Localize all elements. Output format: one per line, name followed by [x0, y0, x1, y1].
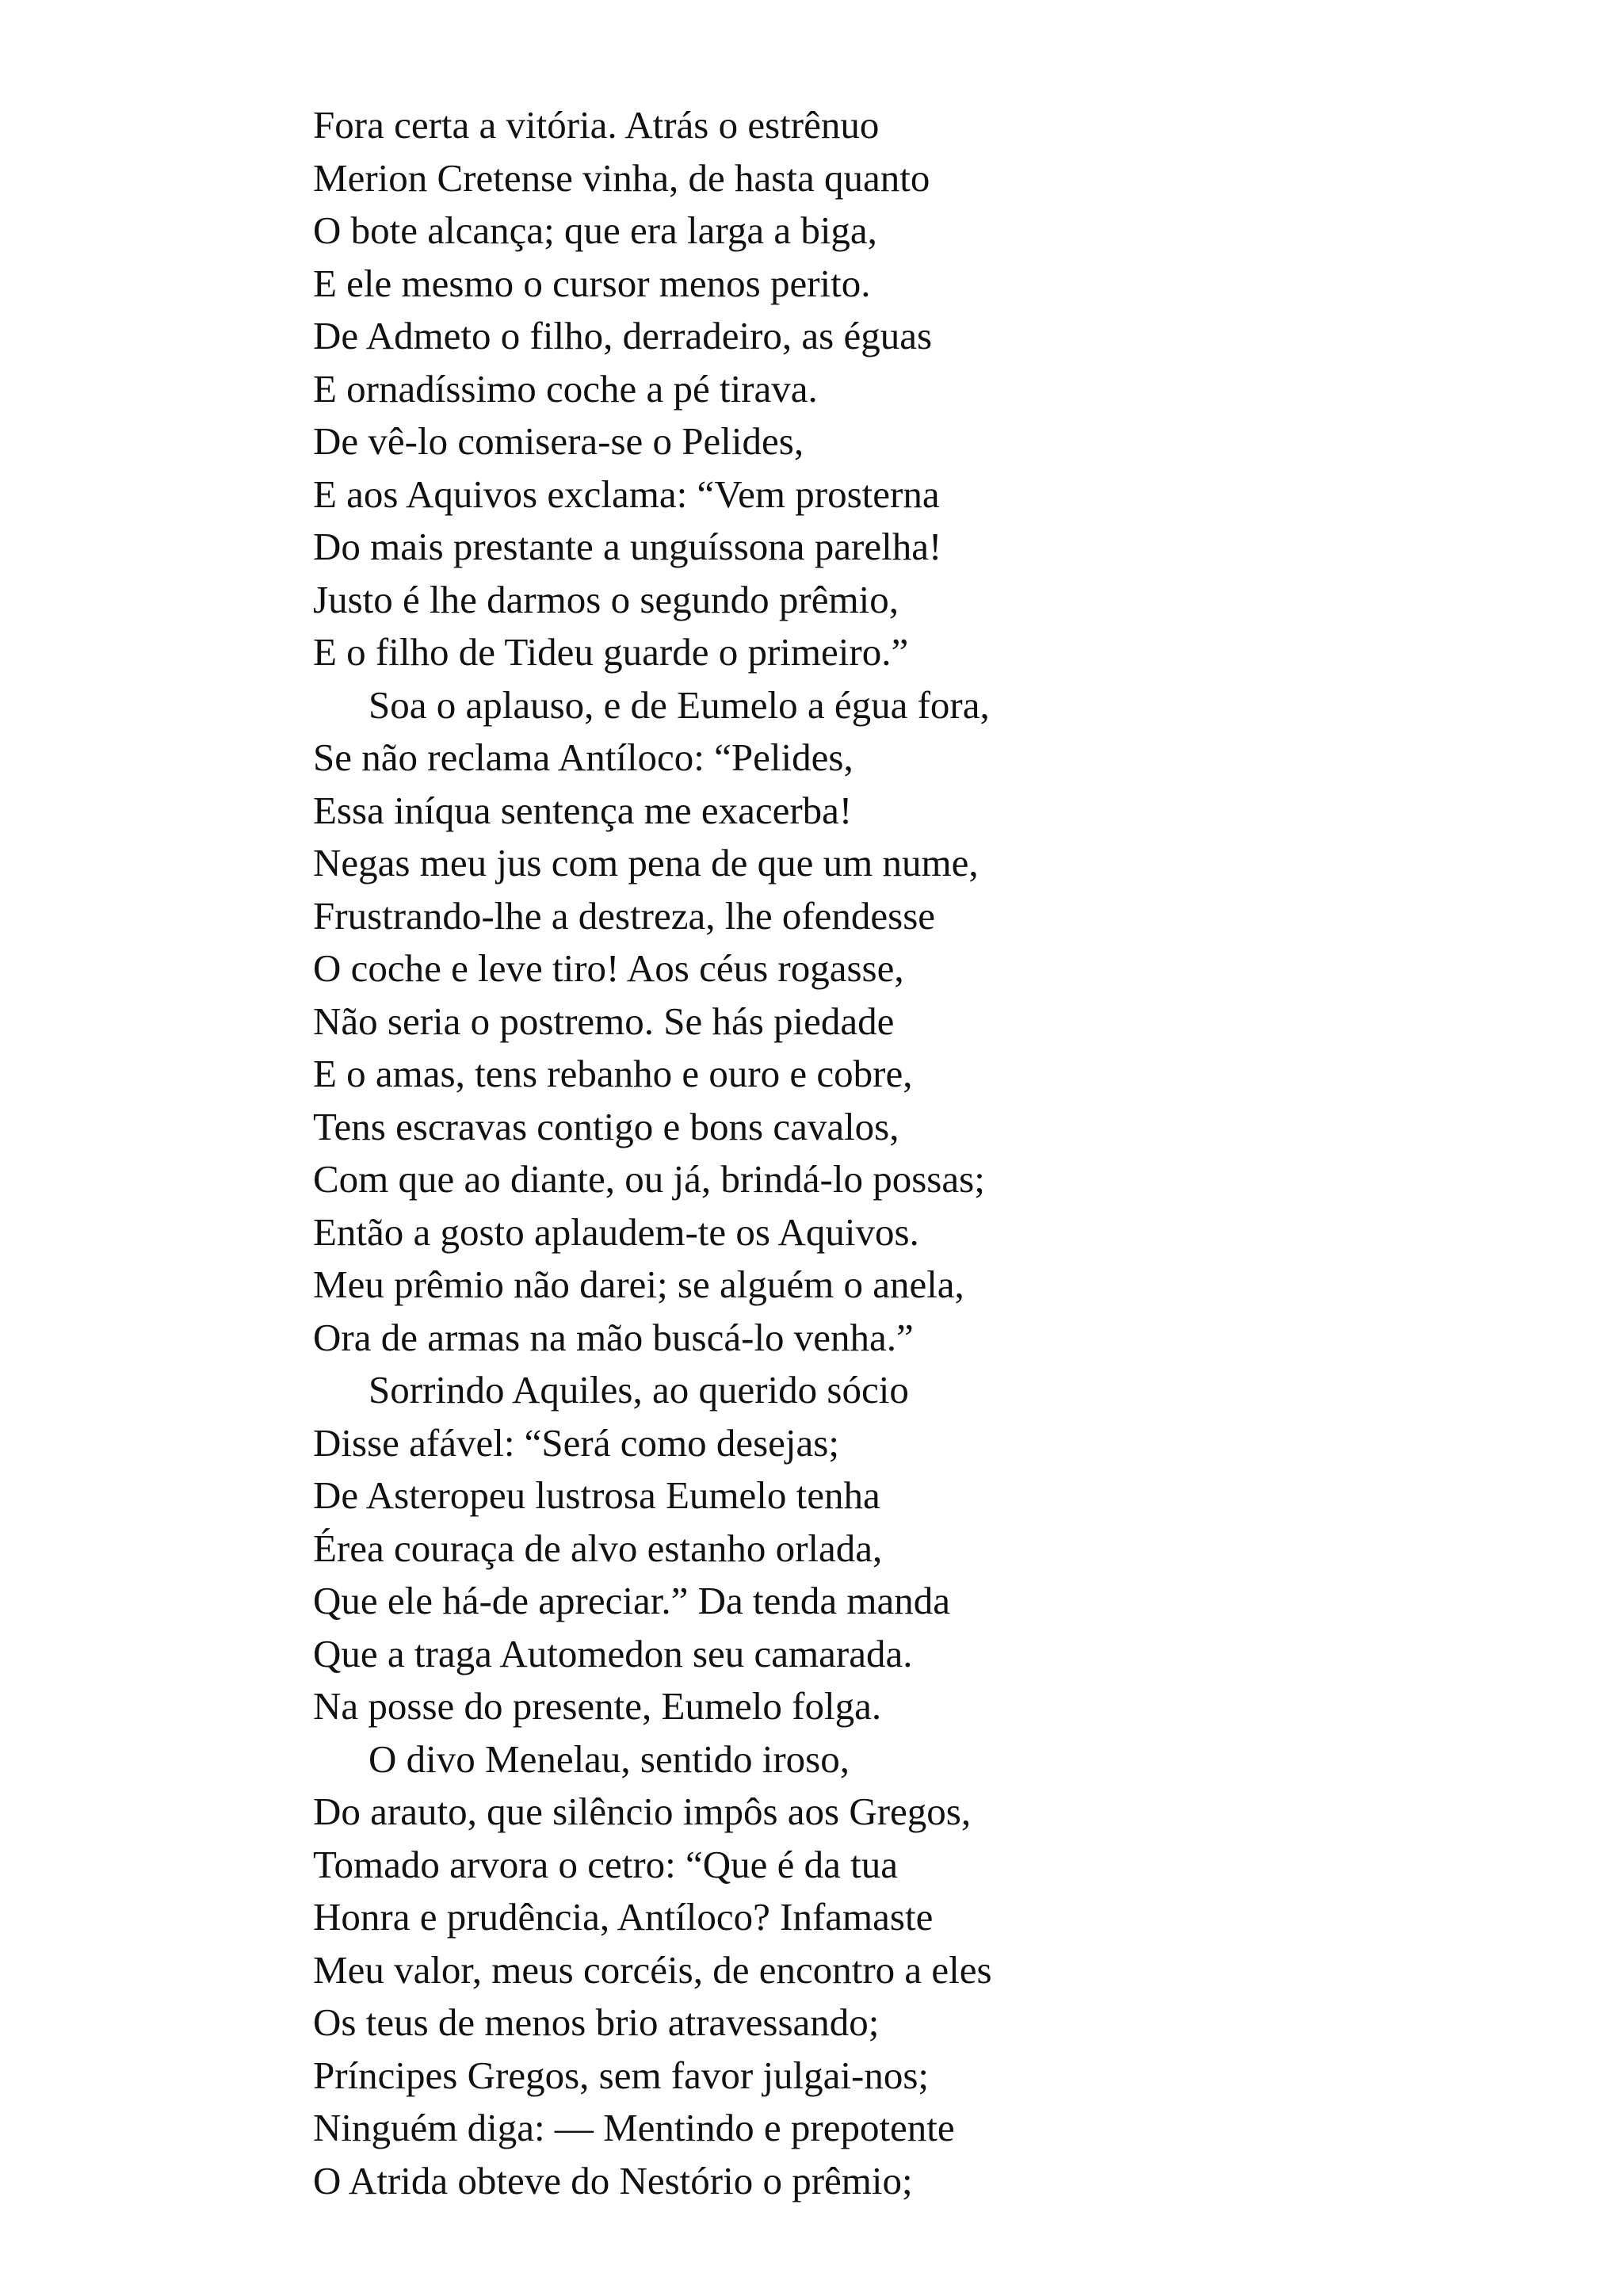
poem-line: Do mais prestante a unguíssona parelha!: [313, 525, 942, 568]
poem-line: Com que ao diante, ou já, brindá-lo possas;: [313, 1157, 985, 1201]
poem-line: E aos Aquivos exclama: “Vem prosterna: [313, 472, 940, 516]
poem-line: O Atrida obteve do Nestório o prêmio;: [313, 2158, 913, 2202]
poem-line: Frustrando-lhe a destreza, lhe ofendesse: [313, 893, 936, 938]
poem-line: Essa iníqua sentença me exacerba!: [313, 788, 853, 832]
poem-line: De Admeto o filho, derradeiro, as éguas: [313, 314, 933, 357]
poem-line: Érea couraça de alvo estanho orlada,: [313, 1526, 883, 1570]
poem-line: Fora certa a vitória. Atrás o estrênuo: [313, 103, 880, 147]
poem-line: O divo Menelau, sentido iroso,: [369, 1736, 850, 1781]
poem-line: Honra e prudência, Antíloco? Infamaste: [313, 1895, 934, 1939]
poem-line: Príncipes Gregos, sem favor julgai-nos;: [313, 2053, 930, 2097]
poem-line: Merion Cretense vinha, de hasta quanto: [313, 155, 930, 200]
poem-text-block: [313, 99, 1502, 2207]
poem-line: Do arauto, que silêncio impôs aos Gregos,: [313, 1790, 972, 1833]
poem-line: Ninguém diga: — Mentindo e prepotente: [313, 2106, 955, 2149]
poem-line: Meu valor, meus corcéis, de encontro a eles: [313, 1947, 992, 1992]
poem-line: Se não reclama Antíloco: “Pelides,: [313, 735, 854, 779]
poem-line: O coche e leve tiro! Aos céus rogasse,: [313, 946, 904, 990]
poem-line: Na posse do presente, Eumelo folga.: [313, 1684, 882, 1728]
poem-line: E ornadíssimo coche a pé tirava.: [313, 366, 818, 411]
poem-line: Meu prêmio não darei; se alguém o anela,: [313, 1263, 964, 1306]
poem-line: Justo é lhe darmos o segundo prêmio,: [313, 577, 899, 621]
poem-line: De vê-lo comisera-se o Pelides,: [313, 419, 804, 463]
poem-line: Soa o aplauso, e de Eumelo a égua fora,: [369, 682, 990, 727]
poem-line: Então a gosto aplaudem-te os Aquivos.: [313, 1209, 919, 1254]
poem-line: O bote alcança; que era larga a biga,: [313, 208, 877, 252]
poem-line: Que ele há-de apreciar.” Da tenda manda: [313, 1579, 950, 1622]
poem-line: Os teus de menos brio atravessando;: [313, 2000, 880, 2044]
poem-line: Ora de armas na mão buscá-lo venha.”: [313, 1315, 914, 1359]
poem-line: Que a traga Automedon seu camarada.: [313, 1631, 913, 1675]
poem-line: Disse afável: “Será como desejas;: [313, 1420, 839, 1465]
poem-line: E o amas, tens rebanho e ouro e cobre,: [313, 1052, 913, 1095]
poem-line: Não seria o postremo. Se hás piedade: [313, 999, 895, 1043]
poem-line: Tens escravas contigo e bons cavalos,: [313, 1104, 899, 1148]
poem-line: Tomado arvora o cetro: “Que é da tua: [313, 1842, 899, 1886]
poem-line: Negas meu jus com pena de que um nume,: [313, 841, 979, 884]
poem-line: E o filho de Tideu guarde o primeiro.”: [313, 630, 909, 674]
poem-line: Sorrindo Aquiles, ao querido sócio: [369, 1368, 909, 1412]
poem-line: De Asteropeu lustrosa Eumelo tenha: [313, 1473, 880, 1517]
poem-line: E ele mesmo o cursor menos perito.: [313, 261, 871, 305]
